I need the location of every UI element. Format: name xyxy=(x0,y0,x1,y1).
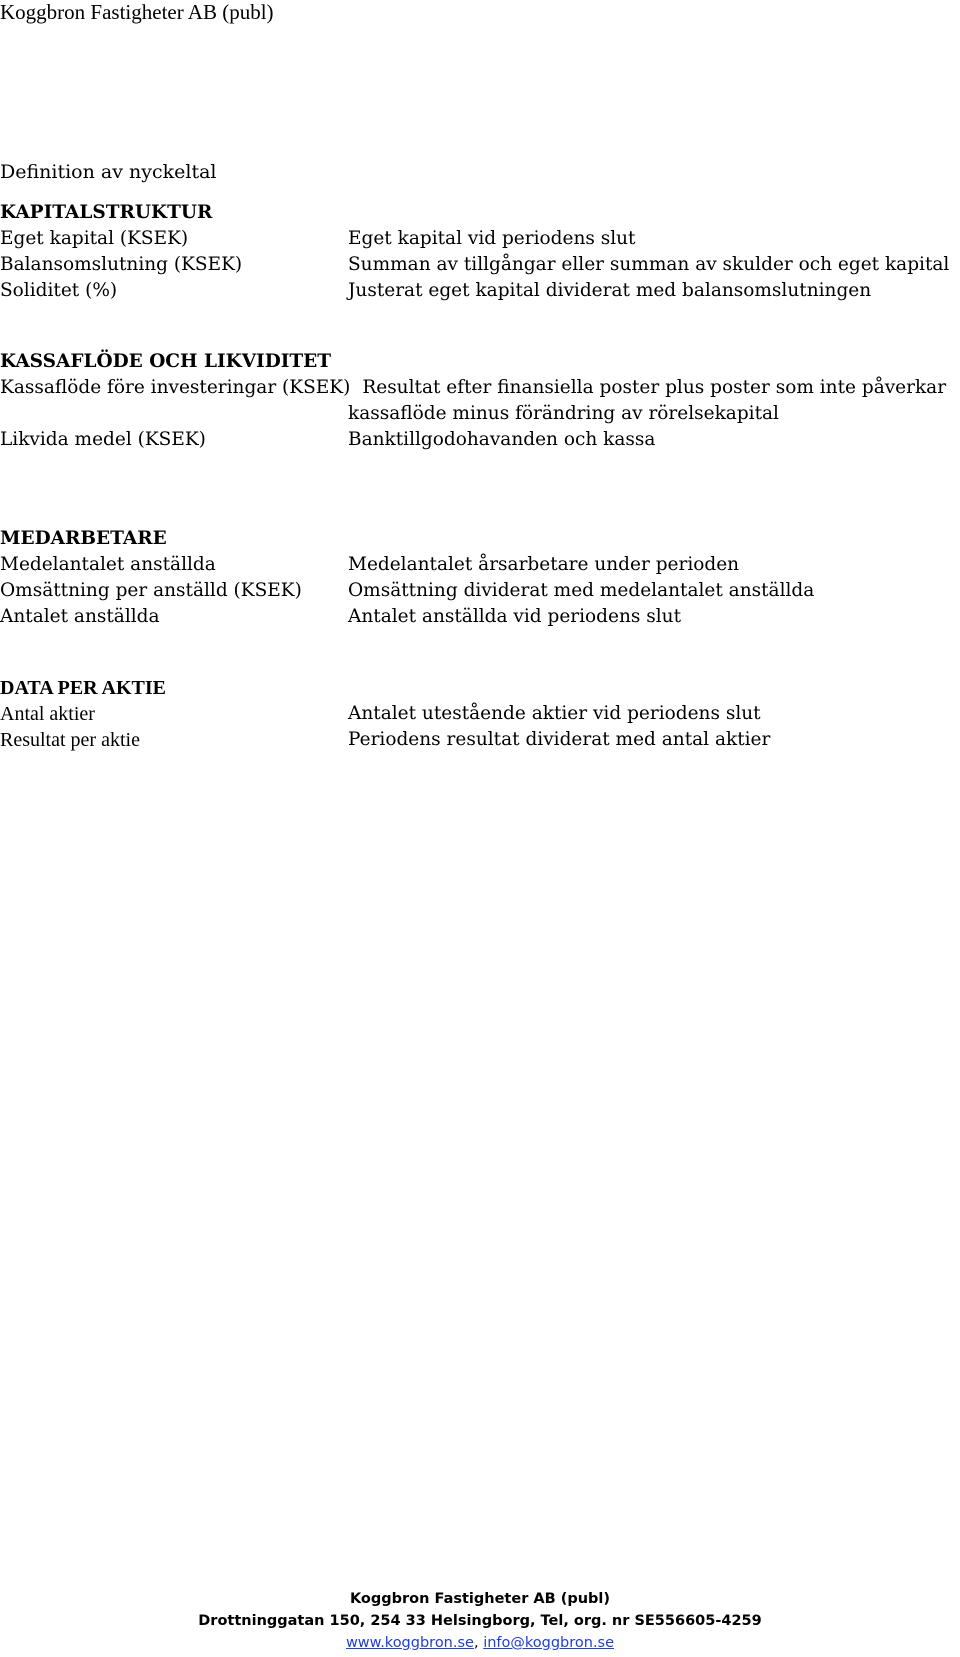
term-label: Kassaflöde före investeringar (KSEK) xyxy=(0,377,351,398)
section-title: DATA PER AKTIE xyxy=(0,677,166,699)
section-kapitalstruktur xyxy=(0,200,960,304)
definition-text: Periodens resultat dividerat med antal aktier xyxy=(348,729,771,750)
section-title: MEDARBETARE xyxy=(0,528,167,549)
definition-row xyxy=(0,278,960,304)
definition-text: Justerat eget kapital dividerat med balansomslutningen xyxy=(348,280,872,301)
section-medarbetare xyxy=(0,526,960,630)
term-label: Resultat per aktie xyxy=(0,729,140,751)
definition-text: Eget kapital vid periodens slut xyxy=(348,228,636,249)
definition-row xyxy=(0,252,960,278)
definition-text: Resultat efter finansiella poster plus poster som inte påverkar xyxy=(362,377,947,398)
footer-company: Koggbron Fastigheter AB (publ) xyxy=(349,1591,611,1607)
definition-row xyxy=(0,552,960,578)
definition-text: Antalet anställda vid periodens slut xyxy=(348,606,682,627)
term-label: Medelantalet anställda xyxy=(0,554,216,575)
term-label: Eget kapital (KSEK) xyxy=(0,228,189,249)
definition-row xyxy=(0,701,960,727)
email-link[interactable]: info@koggbron.se xyxy=(483,1635,615,1651)
website-link[interactable]: www.koggbron.se xyxy=(345,1635,474,1651)
term-label: Antal aktier xyxy=(0,703,95,725)
section-title: KASSAFLÖDE OCH LIKVIDITET xyxy=(0,351,332,372)
definition-row xyxy=(0,427,960,453)
definition-row xyxy=(0,578,960,604)
definition-row xyxy=(0,375,960,401)
definition-row xyxy=(0,604,960,630)
term-label: Omsättning per anställd (KSEK) xyxy=(0,580,302,601)
footer-address: Drottninggatan 150, 254 33 Helsingborg, Tel, org. nr SE556605-4259 xyxy=(198,1613,762,1629)
section-data-per-aktie xyxy=(0,675,960,753)
term-label: Likvida medel (KSEK) xyxy=(0,429,206,450)
definition-row xyxy=(0,727,960,753)
term-label: Balansomslutning (KSEK) xyxy=(0,254,243,275)
section-kassaflode xyxy=(0,349,960,453)
definition-text: Banktillgodohavanden och kassa xyxy=(348,429,656,450)
definition-text: Medelantalet årsarbetare under perioden xyxy=(348,554,740,575)
footer-separator: , xyxy=(473,1635,484,1651)
term-label: Soliditet (%) xyxy=(0,280,118,301)
page-footer xyxy=(0,1588,960,1654)
section-title: KAPITALSTRUKTUR xyxy=(0,202,213,223)
definition-text-continuation: kassaflöde minus förändring av rörelsekapital xyxy=(348,403,779,424)
term-label: Antalet anställda xyxy=(0,606,160,627)
definition-text: Summan av tillgångar eller summan av skulder och eget kapital xyxy=(348,254,950,275)
definition-text: Omsättning dividerat med medelantalet anställda xyxy=(348,580,815,601)
footer-contact xyxy=(0,1632,960,1654)
definition-row xyxy=(0,226,960,252)
page-header-company: Koggbron Fastigheter AB (publ) xyxy=(0,0,274,24)
definition-text: Antalet utestående aktier vid periodens slut xyxy=(348,703,761,724)
page-title: Definition av nyckeltal xyxy=(0,161,217,183)
